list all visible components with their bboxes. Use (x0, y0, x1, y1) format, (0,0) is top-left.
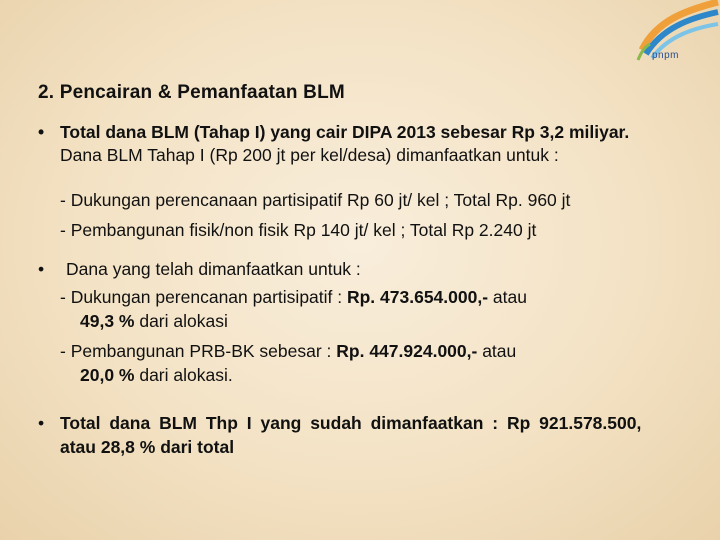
item1-prefix: - Dukungan perencanan partisipatif : (60, 287, 347, 307)
section2-item-1-cont (60, 309, 527, 333)
item2-rest: dari alokasi. (134, 365, 233, 385)
section1-line2: Dana BLM Tahap I (Rp 200 jt per kel/desa) dimanfaatkan untuk : (60, 145, 559, 165)
item2-prefix: - Pembangunan PRB-BK sebesar : (60, 341, 337, 361)
item1-suffix: atau (488, 287, 527, 307)
item2-amount: Rp. 447.924.000,- (336, 341, 478, 361)
section3-line2: atau 28,8 % dari total (60, 437, 235, 457)
section3-line1-text: Total dana BLM Thp I yang sudah dimanfaatkan : Rp 921.578.500, (60, 413, 642, 433)
section2-item-2 (60, 339, 527, 363)
logo-text: pnpm (652, 50, 680, 61)
section-heading: 2. Pencairan & Pemanfaatan BLM (38, 82, 345, 103)
section1-item-1: - Dukungan perencanaan partisipatif Rp 60 jt/ kel ; Total Rp. 960 jt (60, 190, 571, 210)
section2-title (38, 257, 527, 281)
item1-amount: Rp. 473.654.000,- (346, 287, 489, 307)
section3-line1 (38, 411, 642, 435)
section2 (38, 257, 527, 387)
bullet-icon: • (38, 259, 45, 279)
section2-item-1 (60, 285, 527, 309)
pnpm-logo (632, 0, 720, 72)
item2-pct: 20,0 % (80, 365, 135, 385)
section1-line1-text: Total dana BLM (Tahap I) yang cair DIPA 2013 sebesar Rp 3,2 miliyar. (60, 122, 630, 142)
section1-item-2: - Pembangunan fisik/non fisik Rp 140 jt/ kel ; Total Rp 2.240 jt (60, 220, 537, 240)
item1-rest: dari alokasi (134, 311, 228, 331)
section3 (38, 411, 642, 459)
bullet-icon: • (38, 122, 45, 142)
section1-line1 (38, 121, 630, 144)
section2-title-text: Dana yang telah dimanfaatkan untuk : (66, 259, 361, 279)
section1 (38, 121, 630, 167)
item2-suffix: atau (477, 341, 517, 361)
section1-items (60, 185, 570, 245)
section2-item-2-cont (60, 363, 527, 387)
item1-pct: 49,3 % (80, 311, 135, 331)
bullet-icon: • (38, 413, 45, 433)
